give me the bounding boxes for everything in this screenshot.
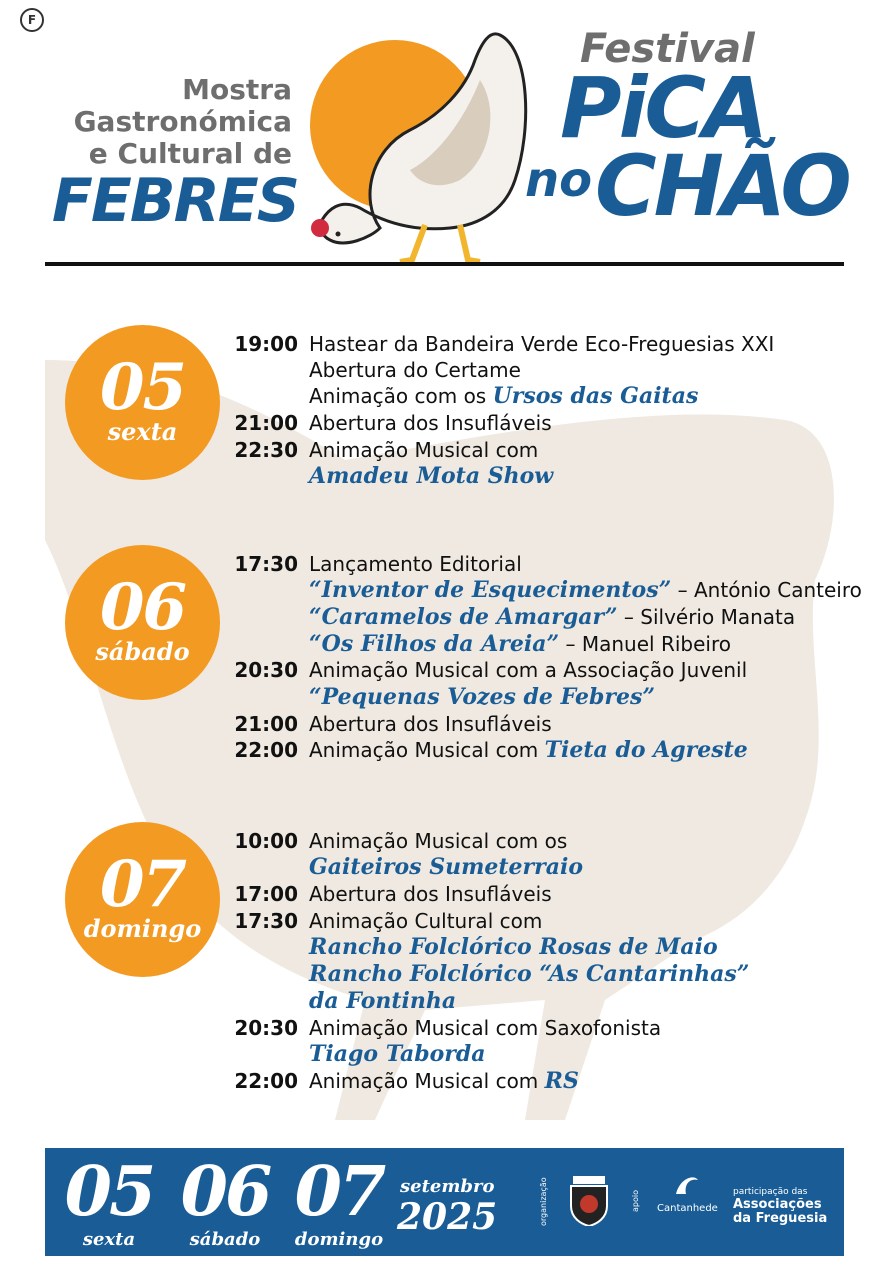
footer-month: setembro bbox=[400, 1176, 495, 1197]
hen-illustration bbox=[300, 20, 540, 270]
footer-day-name: sexta bbox=[82, 1229, 136, 1250]
schedule-row bbox=[0, 657, 890, 683]
schedule-row bbox=[0, 410, 890, 436]
schedule-row bbox=[0, 711, 890, 737]
event-time: 17:30 bbox=[234, 909, 298, 933]
event-highlight: da Fontinha bbox=[309, 988, 457, 1014]
schedule-row bbox=[0, 988, 890, 1014]
event-highlight: Tiago Taborda bbox=[309, 1041, 486, 1067]
schedule-row bbox=[0, 331, 890, 357]
day-number: 05 bbox=[99, 350, 186, 425]
event-highlight: Ursos das Gaitas bbox=[492, 383, 699, 409]
footer-day-number: 05 bbox=[64, 1152, 154, 1232]
footer-day-number: 07 bbox=[294, 1152, 384, 1232]
event-text: Abertura dos Insufláveis bbox=[309, 882, 552, 906]
event-time: 22:00 bbox=[234, 738, 298, 762]
schedule-row bbox=[0, 577, 890, 603]
event-text: Animação Cultural com bbox=[309, 909, 543, 933]
pica-title: PiCA bbox=[560, 59, 766, 157]
schedule-row bbox=[0, 1015, 890, 1041]
event-highlight: “Pequenas Vozes de Febres” bbox=[309, 684, 655, 710]
schedule-row bbox=[0, 551, 890, 577]
event-highlight: Tieta do Agreste bbox=[544, 737, 748, 763]
cantanhede-label: Cantanhede bbox=[657, 1203, 718, 1214]
schedule-row bbox=[0, 1041, 890, 1067]
mostra-line: Gastronómica bbox=[73, 105, 292, 138]
schedule-row bbox=[0, 631, 890, 657]
event-text bbox=[309, 934, 718, 960]
associacoes-label: Associações bbox=[733, 1197, 822, 1212]
event-time: 21:00 bbox=[234, 411, 298, 435]
event-time: 17:00 bbox=[234, 882, 298, 906]
event-highlight: “Caramelos de Amargar” bbox=[309, 604, 618, 630]
event-text: Lançamento Editorial bbox=[309, 552, 522, 576]
event-highlight: Gaiteiros Sumeterraio bbox=[309, 854, 584, 880]
event-text: “Os Filhos da Areia” – Manuel Ribeiro bbox=[309, 631, 731, 657]
event-time: 17:30 bbox=[234, 552, 298, 576]
schedule-row bbox=[0, 383, 890, 409]
event-text bbox=[309, 463, 553, 489]
schedule-row bbox=[0, 437, 890, 463]
no-title: no bbox=[525, 152, 593, 208]
event-text bbox=[309, 988, 456, 1014]
event-time: 20:30 bbox=[234, 658, 298, 682]
event-text bbox=[309, 1041, 486, 1067]
event-highlight: “Os Filhos da Areia” bbox=[309, 631, 560, 657]
event-text: Animação com os Ursos das Gaitas bbox=[309, 383, 699, 409]
day-name: sábado bbox=[95, 637, 190, 666]
day-name: domingo bbox=[83, 914, 202, 943]
footer-year: 2025 bbox=[397, 1196, 498, 1238]
schedule-row bbox=[0, 961, 890, 987]
footer-day-number: 06 bbox=[180, 1152, 270, 1232]
day-number: 06 bbox=[99, 570, 186, 645]
event-highlight: RS bbox=[544, 1068, 579, 1094]
mostra-line: e Cultural de bbox=[88, 137, 292, 170]
corner-logo: F bbox=[20, 8, 44, 32]
event-text: “Caramelos de Amargar” – Silvério Manata bbox=[309, 604, 796, 630]
freguesia-coat-of-arms-icon bbox=[567, 1176, 611, 1226]
footer-day bbox=[289, 1154, 389, 1250]
schedule-row bbox=[0, 854, 890, 880]
participacao-block bbox=[733, 1186, 827, 1226]
footer-day-name: sábado bbox=[189, 1229, 261, 1250]
event-time: 20:30 bbox=[234, 1016, 298, 1040]
schedule-row bbox=[0, 908, 890, 934]
event-highlight: “Inventor de Esquecimentos” bbox=[309, 577, 672, 603]
footer-day-name: domingo bbox=[294, 1229, 384, 1250]
event-time: 21:00 bbox=[234, 712, 298, 736]
schedule-row bbox=[0, 737, 890, 763]
schedule-row bbox=[0, 881, 890, 907]
event-text: Hastear da Bandeira Verde Eco-Freguesias XXI bbox=[309, 332, 775, 356]
event-text: Animação Musical com os bbox=[309, 829, 568, 853]
event-text: Animação Musical com RS bbox=[309, 1068, 579, 1094]
chao-title: CHÃO bbox=[595, 137, 849, 235]
schedule-row bbox=[0, 828, 890, 854]
schedule-row bbox=[0, 684, 890, 710]
festival-label: Festival bbox=[580, 26, 755, 72]
schedule-row bbox=[0, 1068, 890, 1094]
event-text: Animação Musical com Tieta do Agreste bbox=[309, 737, 748, 763]
event-text: “Inventor de Esquecimentos” – António Canteiro bbox=[309, 577, 862, 603]
event-highlight: Rancho Folclórico “As Cantarinhas” bbox=[309, 961, 750, 987]
cantanhede-logo bbox=[657, 1170, 717, 1214]
event-text: Animação Musical com bbox=[309, 438, 539, 462]
event-text bbox=[309, 684, 655, 710]
freguesia-label: da Freguesia bbox=[733, 1211, 828, 1226]
event-time: 19:00 bbox=[234, 332, 298, 356]
event-text bbox=[309, 854, 583, 880]
schedule-row bbox=[0, 604, 890, 630]
event-time: 10:00 bbox=[234, 829, 298, 853]
event-time: 22:00 bbox=[234, 1069, 298, 1093]
event-highlight: Amadeu Mota Show bbox=[309, 463, 554, 489]
participacao-label: participação das bbox=[733, 1187, 808, 1197]
event-text: Animação Musical com Saxofonista bbox=[309, 1016, 662, 1040]
schedule-row bbox=[0, 463, 890, 489]
mostra-title bbox=[74, 74, 292, 170]
mostra-line: Mostra bbox=[182, 73, 292, 106]
event-text: Abertura do Certame bbox=[309, 358, 521, 382]
event-text: Abertura dos Insufláveis bbox=[309, 411, 552, 435]
event-text: Animação Musical com a Associação Juvenil bbox=[309, 658, 748, 682]
day-name: sexta bbox=[107, 417, 178, 446]
event-text bbox=[309, 961, 749, 987]
apoio-label: apoio bbox=[631, 1190, 640, 1212]
header-divider bbox=[45, 262, 844, 266]
febres-title: FEBRES bbox=[51, 166, 298, 236]
footer-banner bbox=[45, 1148, 844, 1256]
event-time: 22:30 bbox=[234, 438, 298, 462]
footer-day bbox=[59, 1154, 159, 1250]
organizacao-label: organização bbox=[539, 1177, 548, 1226]
event-highlight: Rancho Folclórico Rosas de Maio bbox=[309, 934, 718, 960]
schedule-row bbox=[0, 357, 890, 383]
cantanhede-wave-icon bbox=[672, 1170, 702, 1200]
day-number: 07 bbox=[99, 847, 186, 922]
event-text: Abertura dos Insufláveis bbox=[309, 712, 552, 736]
schedule-row bbox=[0, 934, 890, 960]
footer-day bbox=[175, 1154, 275, 1250]
